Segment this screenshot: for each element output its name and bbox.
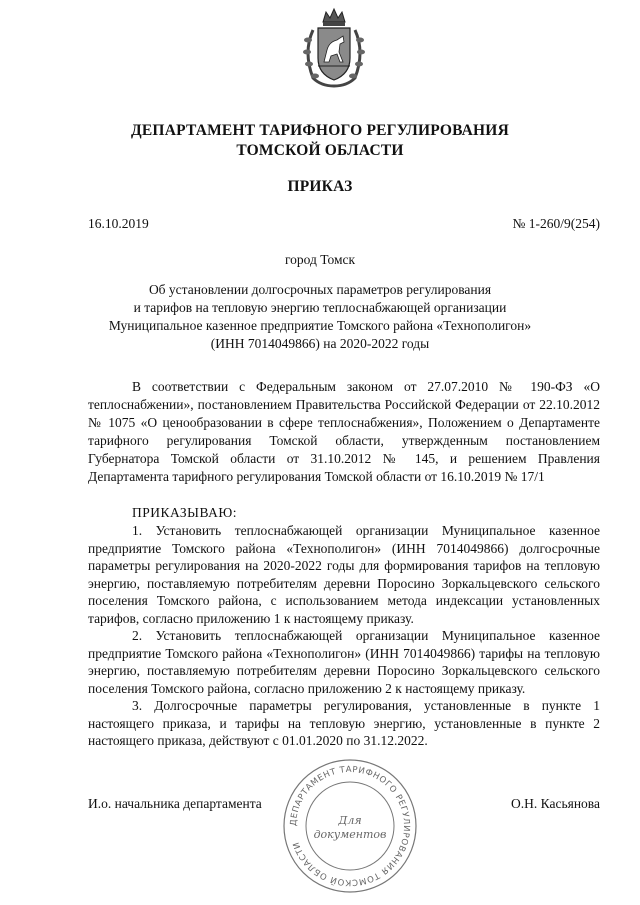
- title-line: Об установлении долгосрочных параметров регулирования: [148, 282, 492, 297]
- order-item-3: 3. Долгосрочные параметры регулирования, установленные в пункте 1 настоящего приказа, и тарифы на тепловую энергию, установленные в пункте 2 настоящего приказа, действуют с 01.01.2020 по 31.12.2022.: [88, 698, 600, 748]
- order-item-2: 2. Установить теплоснабжающей организации Муниципальное казенное предприятие Томского района «Технополигон» (ИНН 7014049866) тарифы на тепловую энергию, поставляемую потребителям деревни Поросино Зоркальцевского сельского поселения Томского района, согласно приложению 2 к настоящему приказу.: [88, 628, 600, 696]
- order-title: [60, 281, 580, 353]
- signatory-position: И.о. начальника департамента: [88, 796, 262, 811]
- department-name: ДЕПАРТАМЕНТ ТАРИФНОГО РЕГУЛИРОВАНИЯ: [131, 122, 509, 139]
- stamp-ring-text: ДЕПАРТАМЕНТ ТАРИФНОГО РЕГУЛИРОВАНИЯ ТОМСКОЙ ОБЛАСТИ: [288, 764, 412, 888]
- title-line: и тарифов на тепловую энергию теплоснабжающей организации: [133, 300, 507, 315]
- tomsk-region-coat-of-arms-icon: [299, 6, 369, 90]
- preamble: [88, 378, 600, 486]
- title-line: Муниципальное казенное предприятие Томского района «Технополигон»: [108, 318, 532, 333]
- title-line: (ИНН 7014049866) на 2020-2022 годы: [210, 336, 430, 351]
- stamp-center-line-1: Для: [338, 814, 362, 827]
- signatory-name: О.Н. Касьянова: [511, 796, 600, 811]
- document-type: ПРИКАЗ: [287, 178, 353, 195]
- preamble-text: В соответствии с Федеральным законом от 27.07.2010 № 190-ФЗ «О теплоснабжении», постановлением Правительства Российской Федерации от 22.10.2012 № 1075 «О ценообразовании в сфере теплоснабжения», Положением о Департаменте тарифного регулирования Томской области, утвержденным постановлением Губернатора Томской области от 31.10.2012 № 145, и решением Правления Департамента тарифного регулирования Томской области от 16.10.2019 № 17/1: [88, 379, 600, 484]
- official-stamp: [282, 758, 418, 894]
- city: город Томск: [284, 252, 356, 267]
- order-item-1: 1. Установить теплоснабжающей организации Муниципальное казенное предприятие Томского района «Технополигон» (ИНН 7014049866) долгосрочные параметры регулирования на 2020-2022 годы для формирования тарифов на тепловую энергию, поставляемую потребителям деревни Поросино Зоркальцевского сельского поселения Томского района, с использованием метода индексации установленных тарифов, согласно приложению 1 к настоящему приказу.: [88, 523, 600, 626]
- order-items: [88, 522, 600, 750]
- order-number: № 1-260/9(254): [512, 216, 600, 231]
- order-word: ПРИКАЗЫВАЮ:: [132, 505, 237, 520]
- region-name: ТОМСКОЙ ОБЛАСТИ: [236, 142, 404, 159]
- order-date: 16.10.2019: [88, 216, 149, 231]
- stamp-center-line-2: документов: [313, 828, 387, 841]
